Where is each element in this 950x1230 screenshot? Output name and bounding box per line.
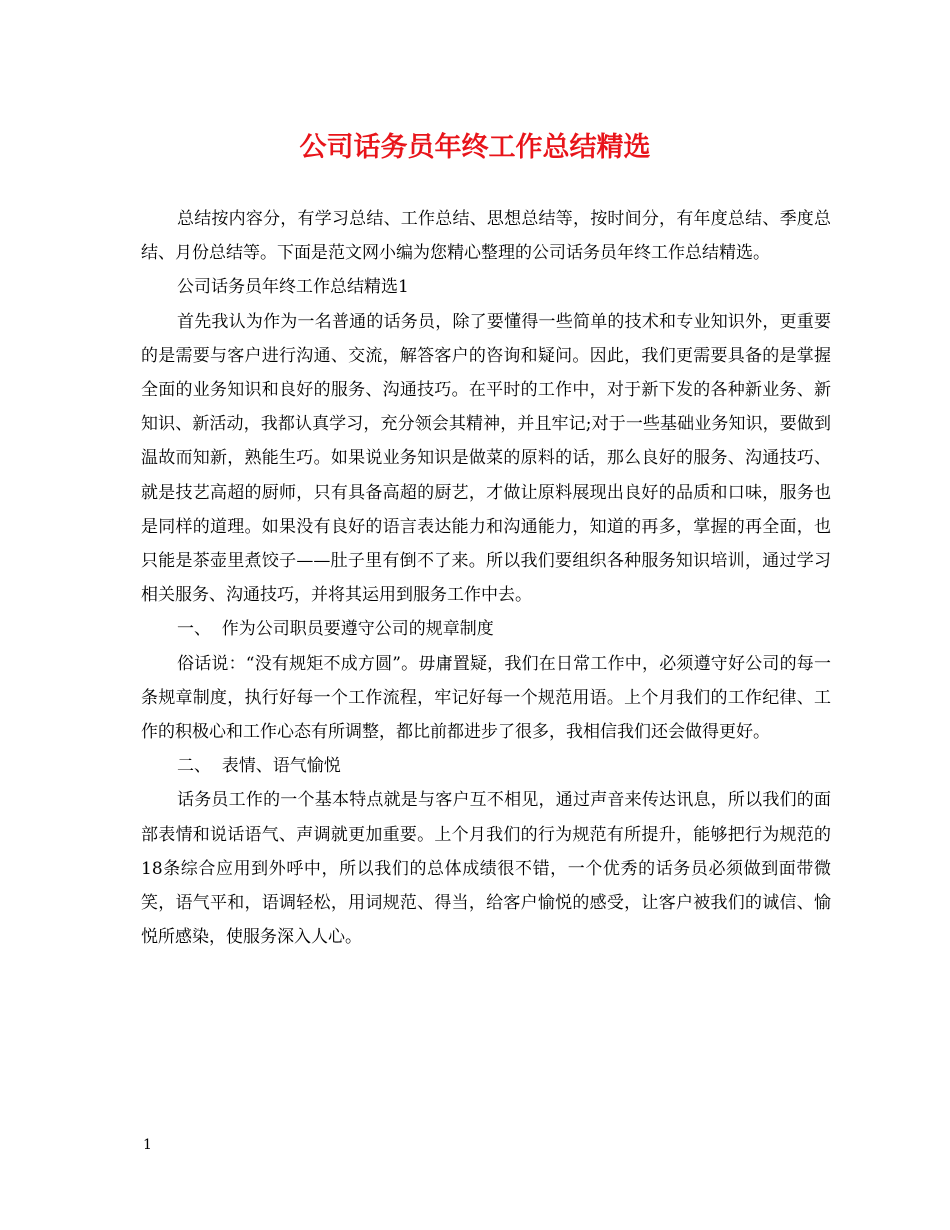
document-title: 公司话务员年终工作总结精选 [299,132,651,163]
heading-rules: 一、 作为公司职员要遵守公司的规章制度 [177,619,494,640]
page-number: 1 [143,1137,152,1153]
document-body [141,202,831,954]
paragraph-skills: 首先我认为作为一名普通的话务员，除了要懂得一些简单的技术和专业知识外，更重要的是需要与客户进行沟通、交流，解答客户的咨询和疑问。因此，我们更需要具备的是掌握全面的业务知识和良好的服务、沟通技巧。在平时的工作中，对于新下发的各种新业务、新知识、新活动，我都认真学习，充分领会其精神，并且牢记;对于一些基础业务知识，要做到温故而知新，熟能生巧。如果说业务知识是做菜的原料的话，那么良好的服务、沟通技巧、就是技艺高超的厨师，只有具备高超的厨艺，才做让原料展现出良好的品质和口味，服务也是同样的道理。如果没有良好的语言表达能力和沟通能力，知道的再多，掌握的再全面，也只能是茶壶里煮饺子——肚子里有倒不了来。所以我们要组织各种服务知识培训，通过学习相关服务、沟通技巧，并将其运用到服务工作中去。 [141,311,831,606]
section-title-1: 公司话务员年终工作总结精选1 [177,277,409,298]
paragraph-tone: 话务员工作的一个基本特点就是与客户互不相见，通过声音来传达讯息，所以我们的面部表情和说话语气、声调就更加重要。上个月我们的行为规范有所提升，能够把行为规范的18条综合应用到外呼中，所以我们的总体成绩很不错，一个优秀的话务员必须做到面带微笑，语气平和，语调轻松，用词规范、得当，给客户愉悦的感受，让客户被我们的诚信、愉悦所感染，使服务深入人心。 [141,790,831,948]
paragraph-intro: 总结按内容分，有学习总结、工作总结、思想总结等，按时间分，有年度总结、季度总结、月份总结等。下面是范文网小编为您精心整理的公司话务员年终工作总结精选。 [141,209,831,264]
paragraph-rules: 俗话说：“没有规矩不成方圆”。毋庸置疑，我们在日常工作中，必须遵守好公司的每一条规章制度，执行好每一个工作流程，牢记好每一个规范用语。上个月我们的工作纪律、工作的积极心和工作心态有所调整，都比前都进步了很多，我相信我们还会做得更好。 [141,653,831,743]
heading-tone: 二、 表情、语气愉悦 [177,756,341,777]
